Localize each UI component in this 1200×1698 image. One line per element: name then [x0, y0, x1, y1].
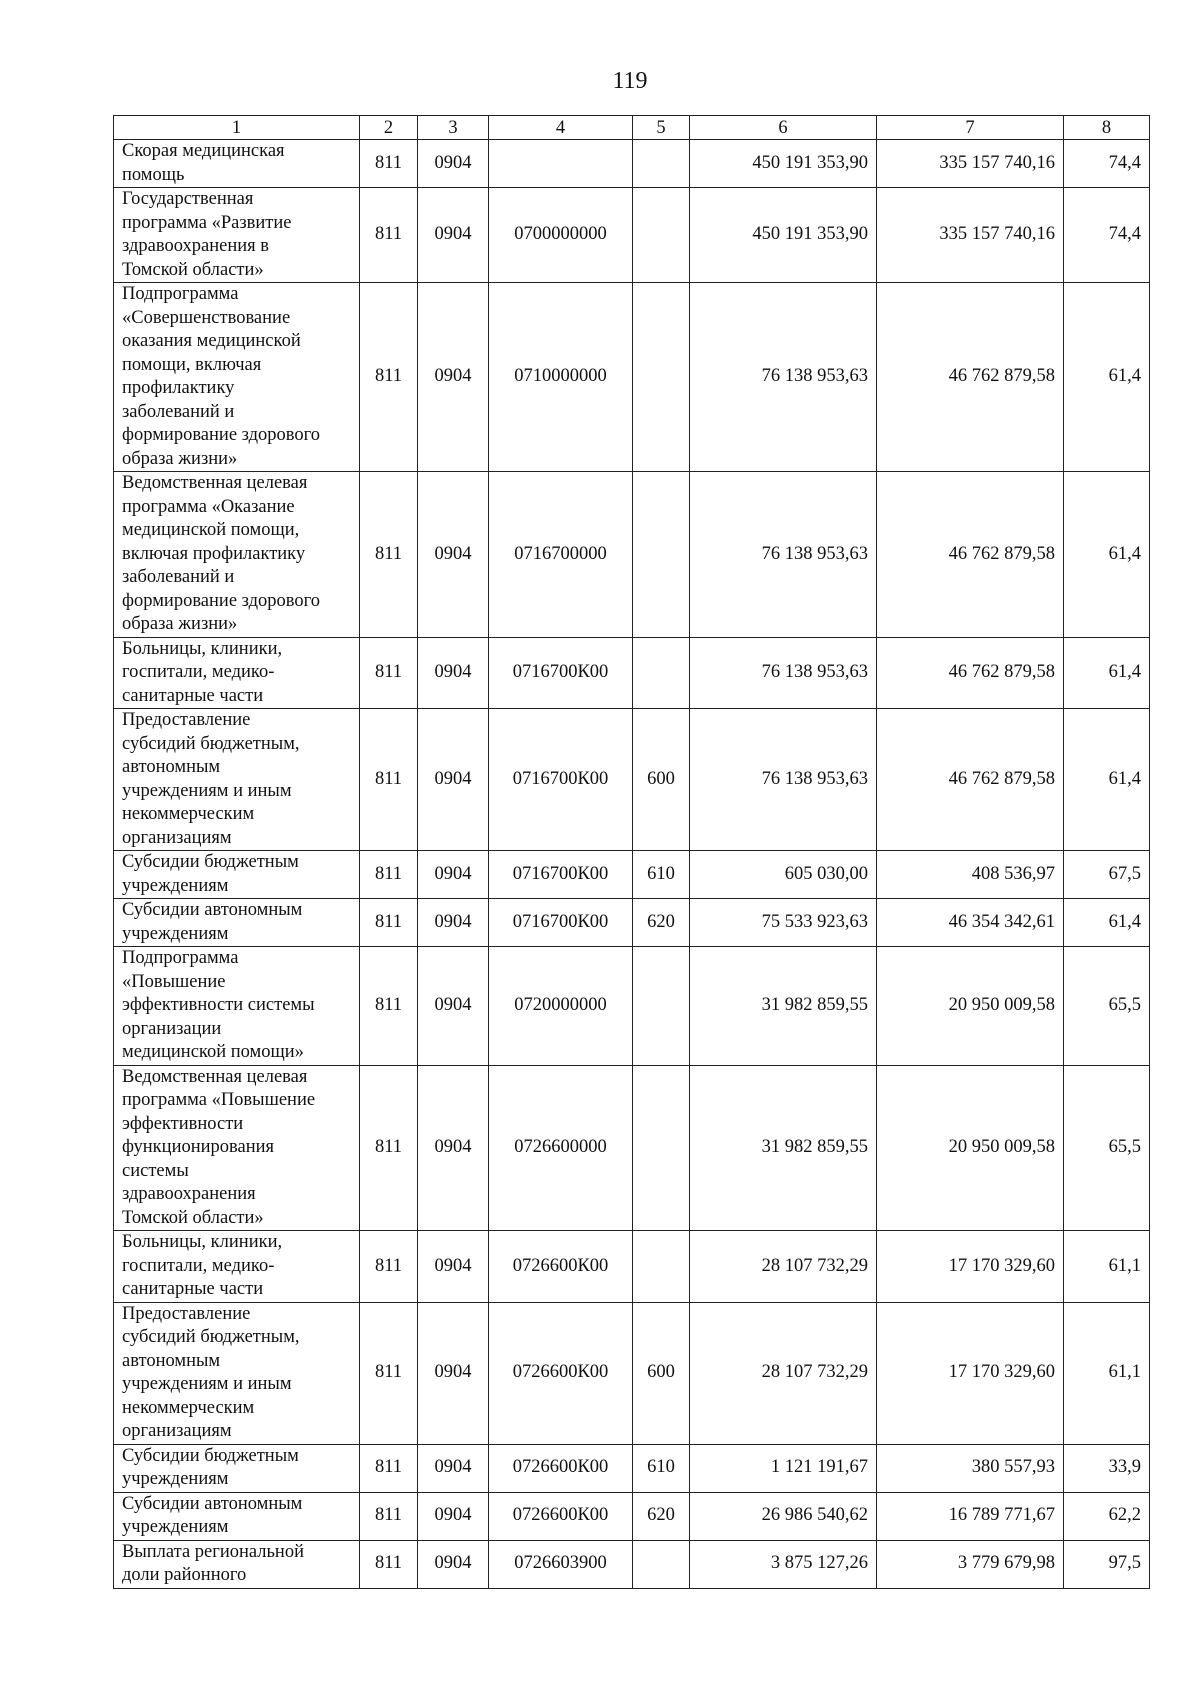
expense-type-code	[633, 1231, 690, 1303]
row-label-line: организациям	[122, 1421, 232, 1441]
row-label-line: автономным	[122, 757, 221, 777]
execution-percent: 61,4	[1064, 899, 1150, 947]
executed-amount: 20 950 009,58	[877, 947, 1064, 1066]
executed-amount: 46 762 879,58	[877, 709, 1064, 851]
execution-percent: 67,5	[1064, 851, 1150, 899]
table-row	[114, 188, 1150, 283]
section-code: 0904	[418, 1231, 489, 1303]
executed-amount: 16 789 771,67	[877, 1492, 1064, 1540]
row-label-line: Ведомственная целевая	[122, 1066, 308, 1087]
ministry-code: 811	[360, 140, 418, 188]
table-row	[114, 851, 1150, 899]
expense-type-code: 600	[633, 709, 690, 851]
row-label	[114, 1231, 360, 1303]
execution-percent: 61,1	[1064, 1231, 1150, 1303]
ministry-code: 811	[360, 1540, 418, 1588]
ministry-code: 811	[360, 472, 418, 638]
row-label-line: формирование здорового	[122, 425, 321, 445]
target-article-code: 0716700К00	[489, 709, 633, 851]
planned-amount: 3 875 127,26	[690, 1540, 877, 1588]
table-row	[114, 472, 1150, 638]
row-label	[114, 140, 360, 188]
target-article-code: 0700000000	[489, 188, 633, 283]
table-row	[114, 140, 1150, 188]
row-label-line: Томской области»	[122, 259, 264, 280]
row-label-line: Субсидии автономным	[122, 900, 303, 920]
row-label	[114, 1444, 360, 1492]
table-row	[114, 1540, 1150, 1588]
executed-amount: 408 536,97	[877, 851, 1064, 899]
expense-type-code: 600	[633, 1302, 690, 1444]
planned-amount: 28 107 732,29	[690, 1302, 877, 1444]
row-label	[114, 709, 360, 851]
target-article-code: 0716700000	[489, 472, 633, 638]
row-label	[114, 1540, 360, 1588]
row-label	[114, 1302, 360, 1444]
expense-type-code	[633, 140, 690, 188]
planned-amount: 31 982 859,55	[690, 947, 877, 1066]
target-article-code: 0716700К00	[489, 851, 633, 899]
row-label-line: Субсидии бюджетным	[122, 1445, 299, 1466]
planned-amount: 76 138 953,63	[690, 709, 877, 851]
row-label-line: помощи, включая	[122, 354, 262, 375]
ministry-code: 811	[360, 1065, 418, 1231]
table-body	[114, 140, 1150, 1589]
row-label-line: здравоохранения в	[122, 236, 269, 256]
expense-type-code: 610	[633, 851, 690, 899]
planned-amount: 450 191 353,90	[690, 140, 877, 188]
row-label-line: функционирования	[122, 1137, 275, 1157]
row-label-line: системы	[122, 1160, 189, 1181]
execution-percent: 61,4	[1064, 283, 1150, 472]
executed-amount: 335 157 740,16	[877, 188, 1064, 283]
row-label-line: Больницы, клиники,	[122, 1232, 283, 1252]
target-article-code	[489, 140, 633, 188]
executed-amount: 46 762 879,58	[877, 283, 1064, 472]
row-label-line: эффективности	[122, 1113, 244, 1134]
column-header: 4	[489, 116, 633, 140]
planned-amount: 75 533 923,63	[690, 899, 877, 947]
ministry-code: 811	[360, 1231, 418, 1303]
row-label-line: оказания медицинской	[122, 331, 301, 351]
row-label-line: формирование здорового	[122, 590, 321, 611]
execution-percent: 74,4	[1064, 188, 1150, 283]
row-label-line: учреждениям	[122, 1469, 229, 1489]
execution-percent: 74,4	[1064, 140, 1150, 188]
row-label-line: заболеваний и	[122, 401, 235, 422]
target-article-code: 0726603900	[489, 1540, 633, 1588]
execution-percent: 65,5	[1064, 1065, 1150, 1231]
planned-amount: 31 982 859,55	[690, 1065, 877, 1231]
row-label-line: Больницы, клиники,	[122, 638, 283, 659]
executed-amount: 46 762 879,58	[877, 637, 1064, 709]
expense-type-code	[633, 637, 690, 709]
section-code: 0904	[418, 1302, 489, 1444]
executed-amount: 17 170 329,60	[877, 1231, 1064, 1303]
header-row	[114, 116, 1150, 140]
row-label-line: образа жизни»	[122, 614, 238, 634]
ministry-code: 811	[360, 947, 418, 1066]
row-label-line: медицинской помощи,	[122, 520, 300, 540]
table-row	[114, 283, 1150, 472]
section-code: 0904	[418, 1065, 489, 1231]
ministry-code: 811	[360, 1444, 418, 1492]
row-label-line: образа жизни»	[122, 448, 238, 469]
executed-amount: 20 950 009,58	[877, 1065, 1064, 1231]
row-label-line: «Совершенствование	[122, 307, 291, 328]
execution-percent: 62,2	[1064, 1492, 1150, 1540]
row-label-line: профилактику	[122, 378, 235, 398]
ministry-code: 811	[360, 899, 418, 947]
row-label	[114, 899, 360, 947]
executed-amount: 380 557,93	[877, 1444, 1064, 1492]
row-label	[114, 1492, 360, 1540]
target-article-code: 0726600000	[489, 1065, 633, 1231]
row-label-line: субсидий бюджетным,	[122, 733, 300, 754]
section-code: 0904	[418, 851, 489, 899]
expense-type-code	[633, 1540, 690, 1588]
table-row	[114, 637, 1150, 709]
ministry-code: 811	[360, 851, 418, 899]
expense-type-code	[633, 1065, 690, 1231]
row-label-line: некоммерческим	[122, 1397, 255, 1418]
row-label-line: автономным	[122, 1350, 221, 1371]
executed-amount: 335 157 740,16	[877, 140, 1064, 188]
row-label-line: Субсидии автономным	[122, 1493, 303, 1514]
section-code: 0904	[418, 472, 489, 638]
row-label-line: эффективности системы	[122, 995, 315, 1015]
row-label-line: санитарные части	[122, 1279, 264, 1299]
execution-percent: 61,4	[1064, 637, 1150, 709]
target-article-code: 0720000000	[489, 947, 633, 1066]
table-row	[114, 1444, 1150, 1492]
ministry-code: 811	[360, 637, 418, 709]
table-row	[114, 1302, 1150, 1444]
target-article-code: 0710000000	[489, 283, 633, 472]
row-label-line: медицинской помощи»	[122, 1042, 304, 1062]
column-header: 6	[690, 116, 877, 140]
planned-amount: 28 107 732,29	[690, 1231, 877, 1303]
planned-amount: 1 121 191,67	[690, 1444, 877, 1492]
planned-amount: 76 138 953,63	[690, 637, 877, 709]
section-code: 0904	[418, 899, 489, 947]
row-label-line: программа «Повышение	[122, 1090, 316, 1110]
ministry-code: 811	[360, 1492, 418, 1540]
row-label-line: доли районного	[122, 1565, 247, 1585]
column-header: 2	[360, 116, 418, 140]
execution-percent: 97,5	[1064, 1540, 1150, 1588]
expense-type-code: 620	[633, 1492, 690, 1540]
row-label-line: учреждениям	[122, 923, 229, 944]
row-label	[114, 188, 360, 283]
target-article-code: 0716700К00	[489, 899, 633, 947]
section-code: 0904	[418, 188, 489, 283]
table-row	[114, 1492, 1150, 1540]
planned-amount: 450 191 353,90	[690, 188, 877, 283]
expense-type-code	[633, 472, 690, 638]
row-label-line: санитарные части	[122, 685, 264, 706]
column-header: 1	[114, 116, 360, 140]
ministry-code: 811	[360, 283, 418, 472]
row-label-line: организации	[122, 1018, 222, 1039]
expense-type-code	[633, 188, 690, 283]
execution-percent: 61,4	[1064, 472, 1150, 638]
table-row	[114, 1065, 1150, 1231]
page-number: 119	[612, 68, 648, 94]
row-label-line: учреждениям	[122, 1517, 229, 1537]
ministry-code: 811	[360, 709, 418, 851]
row-label-line: субсидий бюджетным,	[122, 1327, 300, 1347]
expense-type-code: 610	[633, 1444, 690, 1492]
execution-percent: 33,9	[1064, 1444, 1150, 1492]
section-code: 0904	[418, 637, 489, 709]
row-label-line: Субсидии бюджетным	[122, 852, 299, 872]
row-label	[114, 851, 360, 899]
row-label-line: Томской области»	[122, 1207, 264, 1228]
row-label	[114, 472, 360, 638]
row-label-line: включая профилактику	[122, 543, 306, 564]
execution-percent: 61,1	[1064, 1302, 1150, 1444]
row-label-line: «Повышение	[122, 971, 226, 992]
target-article-code: 0726600К00	[489, 1444, 633, 1492]
row-label-line: Ведомственная целевая	[122, 473, 308, 493]
target-article-code: 0726600К00	[489, 1231, 633, 1303]
table-row	[114, 709, 1150, 851]
row-label-line: учреждениям	[122, 875, 229, 896]
section-code: 0904	[418, 283, 489, 472]
planned-amount: 605 030,00	[690, 851, 877, 899]
row-label-line: заболеваний и	[122, 567, 235, 587]
row-label-line: программа «Развитие	[122, 212, 292, 233]
row-label-line: Подпрограмма	[122, 948, 239, 968]
column-header: 3	[418, 116, 489, 140]
row-label-line: госпитали, медико-	[122, 662, 275, 682]
row-label-line: помощь	[122, 164, 185, 185]
planned-amount: 76 138 953,63	[690, 472, 877, 638]
ministry-code: 811	[360, 1302, 418, 1444]
row-label-line: Скорая медицинская	[122, 141, 285, 161]
row-label-line: Выплата региональной	[122, 1541, 304, 1562]
expense-type-code	[633, 283, 690, 472]
row-label-line: учреждениям и иным	[122, 780, 292, 801]
row-label	[114, 283, 360, 472]
row-label-line: Предоставление	[122, 710, 251, 730]
planned-amount: 26 986 540,62	[690, 1492, 877, 1540]
column-header: 7	[877, 116, 1064, 140]
ministry-code: 811	[360, 188, 418, 283]
row-label	[114, 637, 360, 709]
section-code: 0904	[418, 140, 489, 188]
execution-percent: 61,4	[1064, 709, 1150, 851]
row-label-line: программа «Оказание	[122, 496, 295, 517]
target-article-code: 0716700К00	[489, 637, 633, 709]
row-label-line: госпитали, медико-	[122, 1255, 275, 1276]
row-label-line: здравоохранения	[122, 1184, 256, 1204]
executed-amount: 46 354 342,61	[877, 899, 1064, 947]
section-code: 0904	[418, 1492, 489, 1540]
executed-amount: 17 170 329,60	[877, 1302, 1064, 1444]
row-label-line: Предоставление	[122, 1303, 251, 1324]
budget-table	[113, 115, 1150, 1589]
execution-percent: 65,5	[1064, 947, 1150, 1066]
column-header: 5	[633, 116, 690, 140]
target-article-code: 0726600К00	[489, 1302, 633, 1444]
table-row	[114, 947, 1150, 1066]
table-row	[114, 899, 1150, 947]
target-article-code: 0726600К00	[489, 1492, 633, 1540]
section-code: 0904	[418, 709, 489, 851]
row-label-line: некоммерческим	[122, 804, 255, 824]
row-label-line: Государственная	[122, 189, 254, 209]
planned-amount: 76 138 953,63	[690, 283, 877, 472]
row-label-line: Подпрограмма	[122, 284, 239, 304]
row-label-line: учреждениям и иным	[122, 1374, 292, 1394]
section-code: 0904	[418, 1540, 489, 1588]
expense-type-code: 620	[633, 899, 690, 947]
section-code: 0904	[418, 1444, 489, 1492]
executed-amount: 46 762 879,58	[877, 472, 1064, 638]
executed-amount: 3 779 679,98	[877, 1540, 1064, 1588]
section-code: 0904	[418, 947, 489, 1066]
row-label	[114, 947, 360, 1066]
expense-type-code	[633, 947, 690, 1066]
table-row	[114, 1231, 1150, 1303]
column-header: 8	[1064, 116, 1150, 140]
row-label-line: организациям	[122, 827, 232, 848]
row-label	[114, 1065, 360, 1231]
